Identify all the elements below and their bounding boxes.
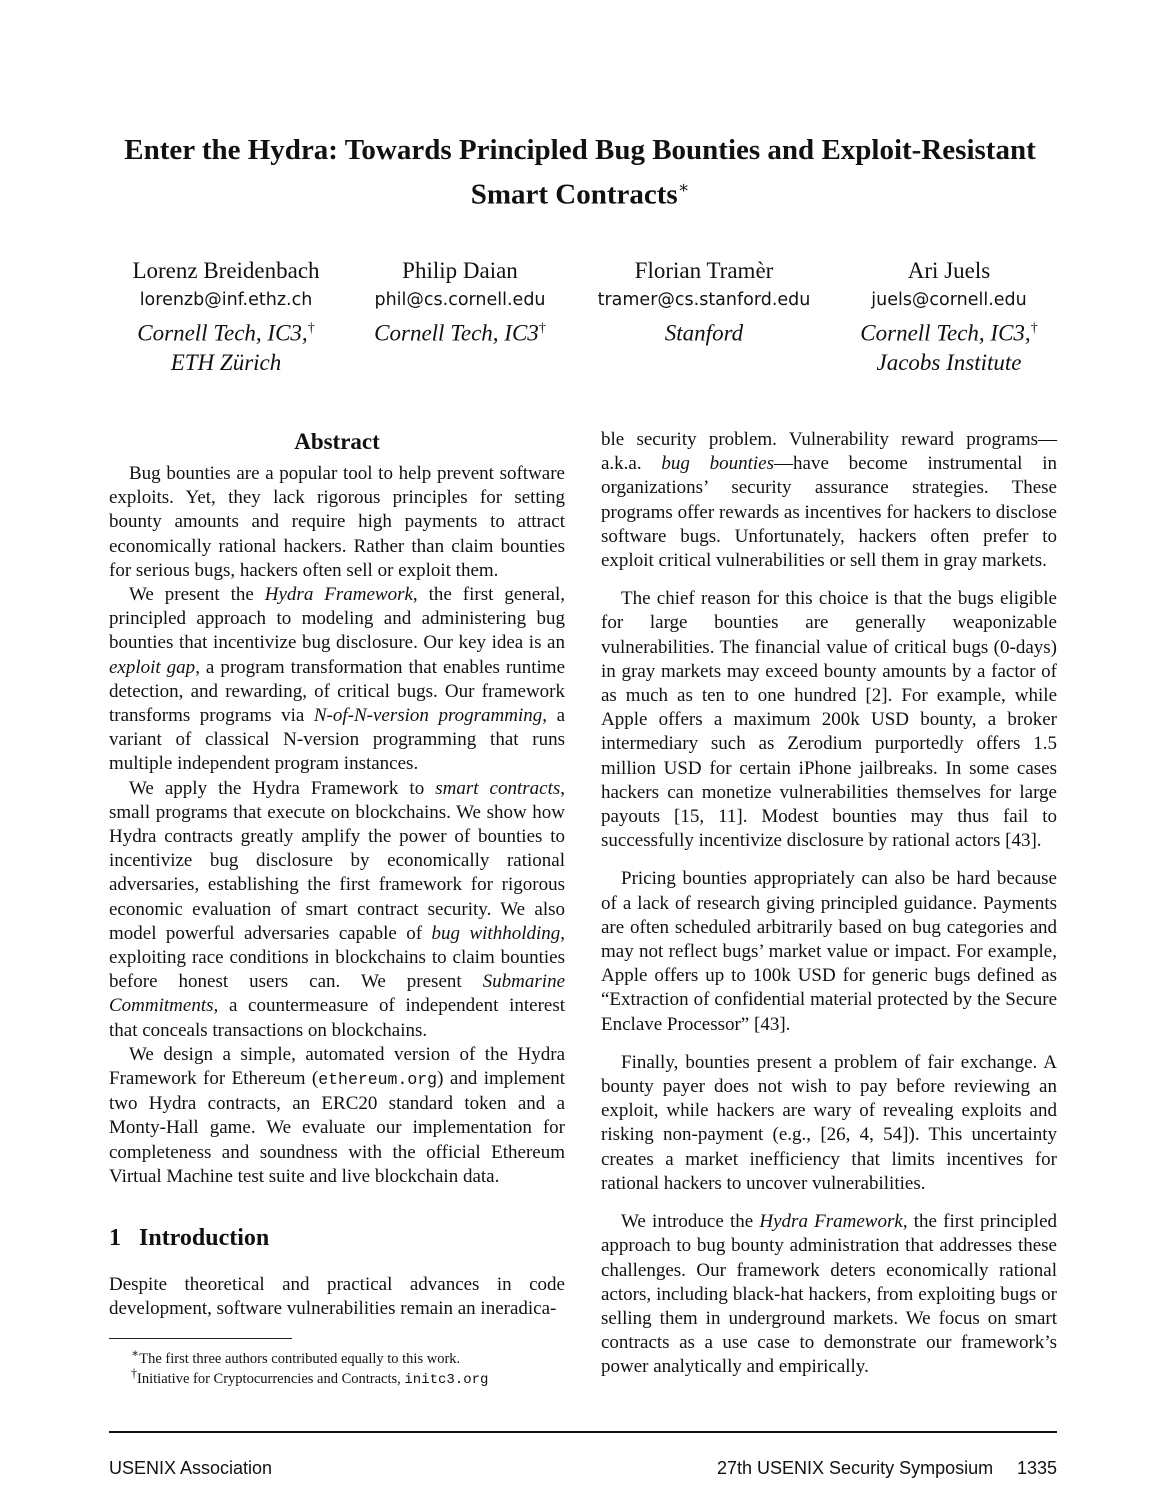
text-run: , a variant of classical N-version programming that runs multiple independent program instances.: [109, 705, 565, 775]
intro-paragraph-5: [601, 1210, 1057, 1379]
footer-rule: [109, 1431, 1057, 1433]
footnote-mark: ∗: [131, 1346, 140, 1360]
section-heading-introduction: [109, 1223, 565, 1253]
footer-left: USENIX Association: [109, 1458, 273, 1478]
left-column: [109, 428, 565, 1322]
code-text: ethereum.org: [318, 1070, 438, 1090]
emphasis: bug bounties: [661, 453, 775, 475]
title-line-2-text: Smart Contracts: [470, 178, 678, 211]
intro-paragraph-continued: [601, 428, 1057, 573]
affiliation-mark: †: [307, 321, 315, 336]
text-run: ) and implement two Hydra contracts, an ERC20 standard token and a Monty-Hall game. We evaluate our implementation for completeness and soundness with the official Ethereum Virtual Machine test suite and live blockchain data.: [109, 1068, 565, 1187]
author-name: Philip Daian: [402, 258, 518, 283]
author-name: Ari Juels: [907, 258, 991, 283]
abstract-paragraph-4: [109, 1043, 565, 1189]
intro-paragraph-2: The chief reason for this choice is that the bugs eligible for large bounties are generally weaponizable vulnerabilities. The financial value of critical bugs (0-days) in gray markets may exceed bounty amounts by a factor of as much as ten to one hundred [2]. For example, while Apple offers a maximum 200k USD bounty, a broker intermediary such as Zerodium purportedly offers 1.5 million USD for certain iPhone jailbreaks. In some cases hackers can monetize vulnerabilities themselves for large payouts [15, 11]. Modest bounties may thus fail to successfully incentivize disclosure by rational actors [43].: [601, 588, 1057, 852]
title-line-1: Enter the Hydra: Towards Principled Bug Bounties and Exploit-Resistant: [124, 134, 1036, 166]
author-affiliation-2: Jacobs Institute: [876, 349, 1022, 375]
affiliation-text: Stanford: [664, 320, 744, 346]
abstract-paragraph-1: Bug bounties are a popular tool to help prevent software exploits. Yet, they lack rigorous principles for setting bounty amounts and require high payments to attract economically rational hackers. Rather than claim bounties for serious bugs, hackers often sell or exploit them.: [109, 463, 565, 581]
abstract-paragraph-2: [109, 583, 565, 777]
abstract-heading: Abstract: [294, 429, 380, 454]
emphasis: Submarine Commitments: [109, 971, 565, 1017]
footnote-text: The first three authors contributed equally to this work.: [139, 1350, 461, 1367]
right-column: [601, 428, 1057, 1380]
author-affiliation: [101, 314, 351, 348]
abstract-paragraph-3: [109, 777, 565, 1043]
emphasis: exploit gap: [109, 656, 196, 678]
emphasis: Hydra Framework: [759, 1211, 903, 1233]
affiliation-mark: †: [538, 321, 546, 336]
affiliation-text: Cornell Tech, IC3,: [137, 320, 308, 346]
author-affiliation: [579, 314, 829, 348]
text-run: We introduce the: [621, 1211, 760, 1233]
footnote-text: Initiative for Cryptocurrencies and Contracts,: [137, 1370, 405, 1387]
text-run: We apply the Hydra Framework to: [129, 777, 436, 799]
author-email: lorenzb@inf.ethz.ch: [139, 290, 313, 310]
footnote-code: initc3.org: [404, 1371, 489, 1388]
footnote-mark: †: [131, 1366, 138, 1380]
footer-venue: 27th USENIX Security Symposium: [717, 1458, 994, 1478]
emphasis: bug withholding: [431, 922, 561, 944]
author-affiliation: [335, 314, 585, 348]
text-run: , a countermeasure of independent interest that conceals transactions on blockchains.: [109, 995, 565, 1041]
author-4: [824, 256, 1074, 377]
section-number: 1: [109, 1225, 121, 1252]
emphasis: smart contracts: [435, 777, 561, 799]
text-run: , the first general, principled approach to modeling and administering bug bounties that incentivize bug disclosure. Our key idea is an: [109, 584, 565, 654]
author-affiliation: [824, 314, 1074, 348]
author-name: Florian Tramèr: [634, 258, 774, 283]
page-number: 1335: [1017, 1458, 1058, 1478]
author-name: Lorenz Breidenbach: [132, 258, 320, 283]
intro-paragraph-4: Finally, bounties present a problem of fair exchange. A bounty payer does not wish to pay before reviewing an exploit, while hackers are wary of revealing exploits and risking non-payment (e.g., [26, 4, 54]). This uncertainty creates a market inefficiency that limits incentives for rational hackers to uncover vulnerabilities.: [601, 1051, 1057, 1194]
paper-title: [0, 132, 1160, 214]
section-title: Introduction: [139, 1225, 270, 1252]
text-run: —have become instrumental in organizations’ security assurance strategies. These programs offer rewards as incentives for hackers to disclose software bugs. Unfortunately, hackers often prefer to exploit critical vulnerabilities or sell them in gray markets.: [601, 453, 1057, 572]
text-run: , small programs that execute on blockchains. We show how Hydra contracts greatly amplify the power of bounties to incentivize bug disclosure by economically rational adversaries, establishing the first framework for rigorous economic evaluation of smart contract security. We also model powerful adversaries capable of: [109, 777, 566, 944]
affiliation-text: Cornell Tech, IC3: [374, 320, 539, 346]
author-email: phil@cs.cornell.edu: [374, 290, 546, 310]
emphasis: Hydra Framework: [264, 584, 413, 606]
text-run: We present the: [129, 584, 265, 606]
footnote-2: [109, 1364, 565, 1390]
text-run: , exploiting race conditions in blockchains to claim bounties before honest users can. We present: [109, 922, 565, 993]
text-run: , the first principled approach to bug bounty administration that addresses these challenges. Our framework deters economically rational actors, including black-hat hackers, from exploiting bugs or selling them in underground markets. We focus on smart contracts as a use case to demonstrate our framework’s power analytically and empirically.: [601, 1211, 1057, 1378]
author-email: tramer@cs.stanford.edu: [597, 290, 811, 310]
text-run: We design a simple, automated version of the Hydra Framework for Ethereum (: [109, 1043, 565, 1090]
author-1: [101, 256, 351, 377]
affiliation-mark: †: [1030, 321, 1038, 336]
text-run: ble security problem. Vulnerability reward programs—a.k.a.: [601, 429, 1057, 475]
intro-paragraph-3: Pricing bounties appropriately can also be hard because of a lack of research giving principled guidance. Payments are often scheduled arbitrarily based on bug categories and may not reflect bugs’ market value or impact. For example, Apple offers up to 100k USD for generic bugs defined as “Extraction of confidential material protected by the Secure Enclave Processor” [43].: [601, 868, 1057, 1035]
intro-paragraph-1: Despite theoretical and practical advances in code development, software vulnerabilities remain an ineradica-: [109, 1274, 565, 1320]
footnote-rule: [109, 1338, 292, 1339]
author-3: [579, 256, 829, 348]
emphasis: N-of-N-version programming: [313, 705, 543, 727]
title-footnote-mark: ∗: [677, 178, 690, 197]
text-run: , a program transformation that enables runtime detection, and rewarding, of critical bugs. Our framework transforms programs via: [109, 656, 566, 727]
author-2: [335, 256, 585, 348]
author-email: juels@cornell.edu: [871, 290, 1027, 310]
affiliation-text: Cornell Tech, IC3,: [860, 320, 1031, 346]
title-line-2: [0, 169, 1160, 214]
author-affiliation-2: ETH Zürich: [170, 349, 282, 375]
